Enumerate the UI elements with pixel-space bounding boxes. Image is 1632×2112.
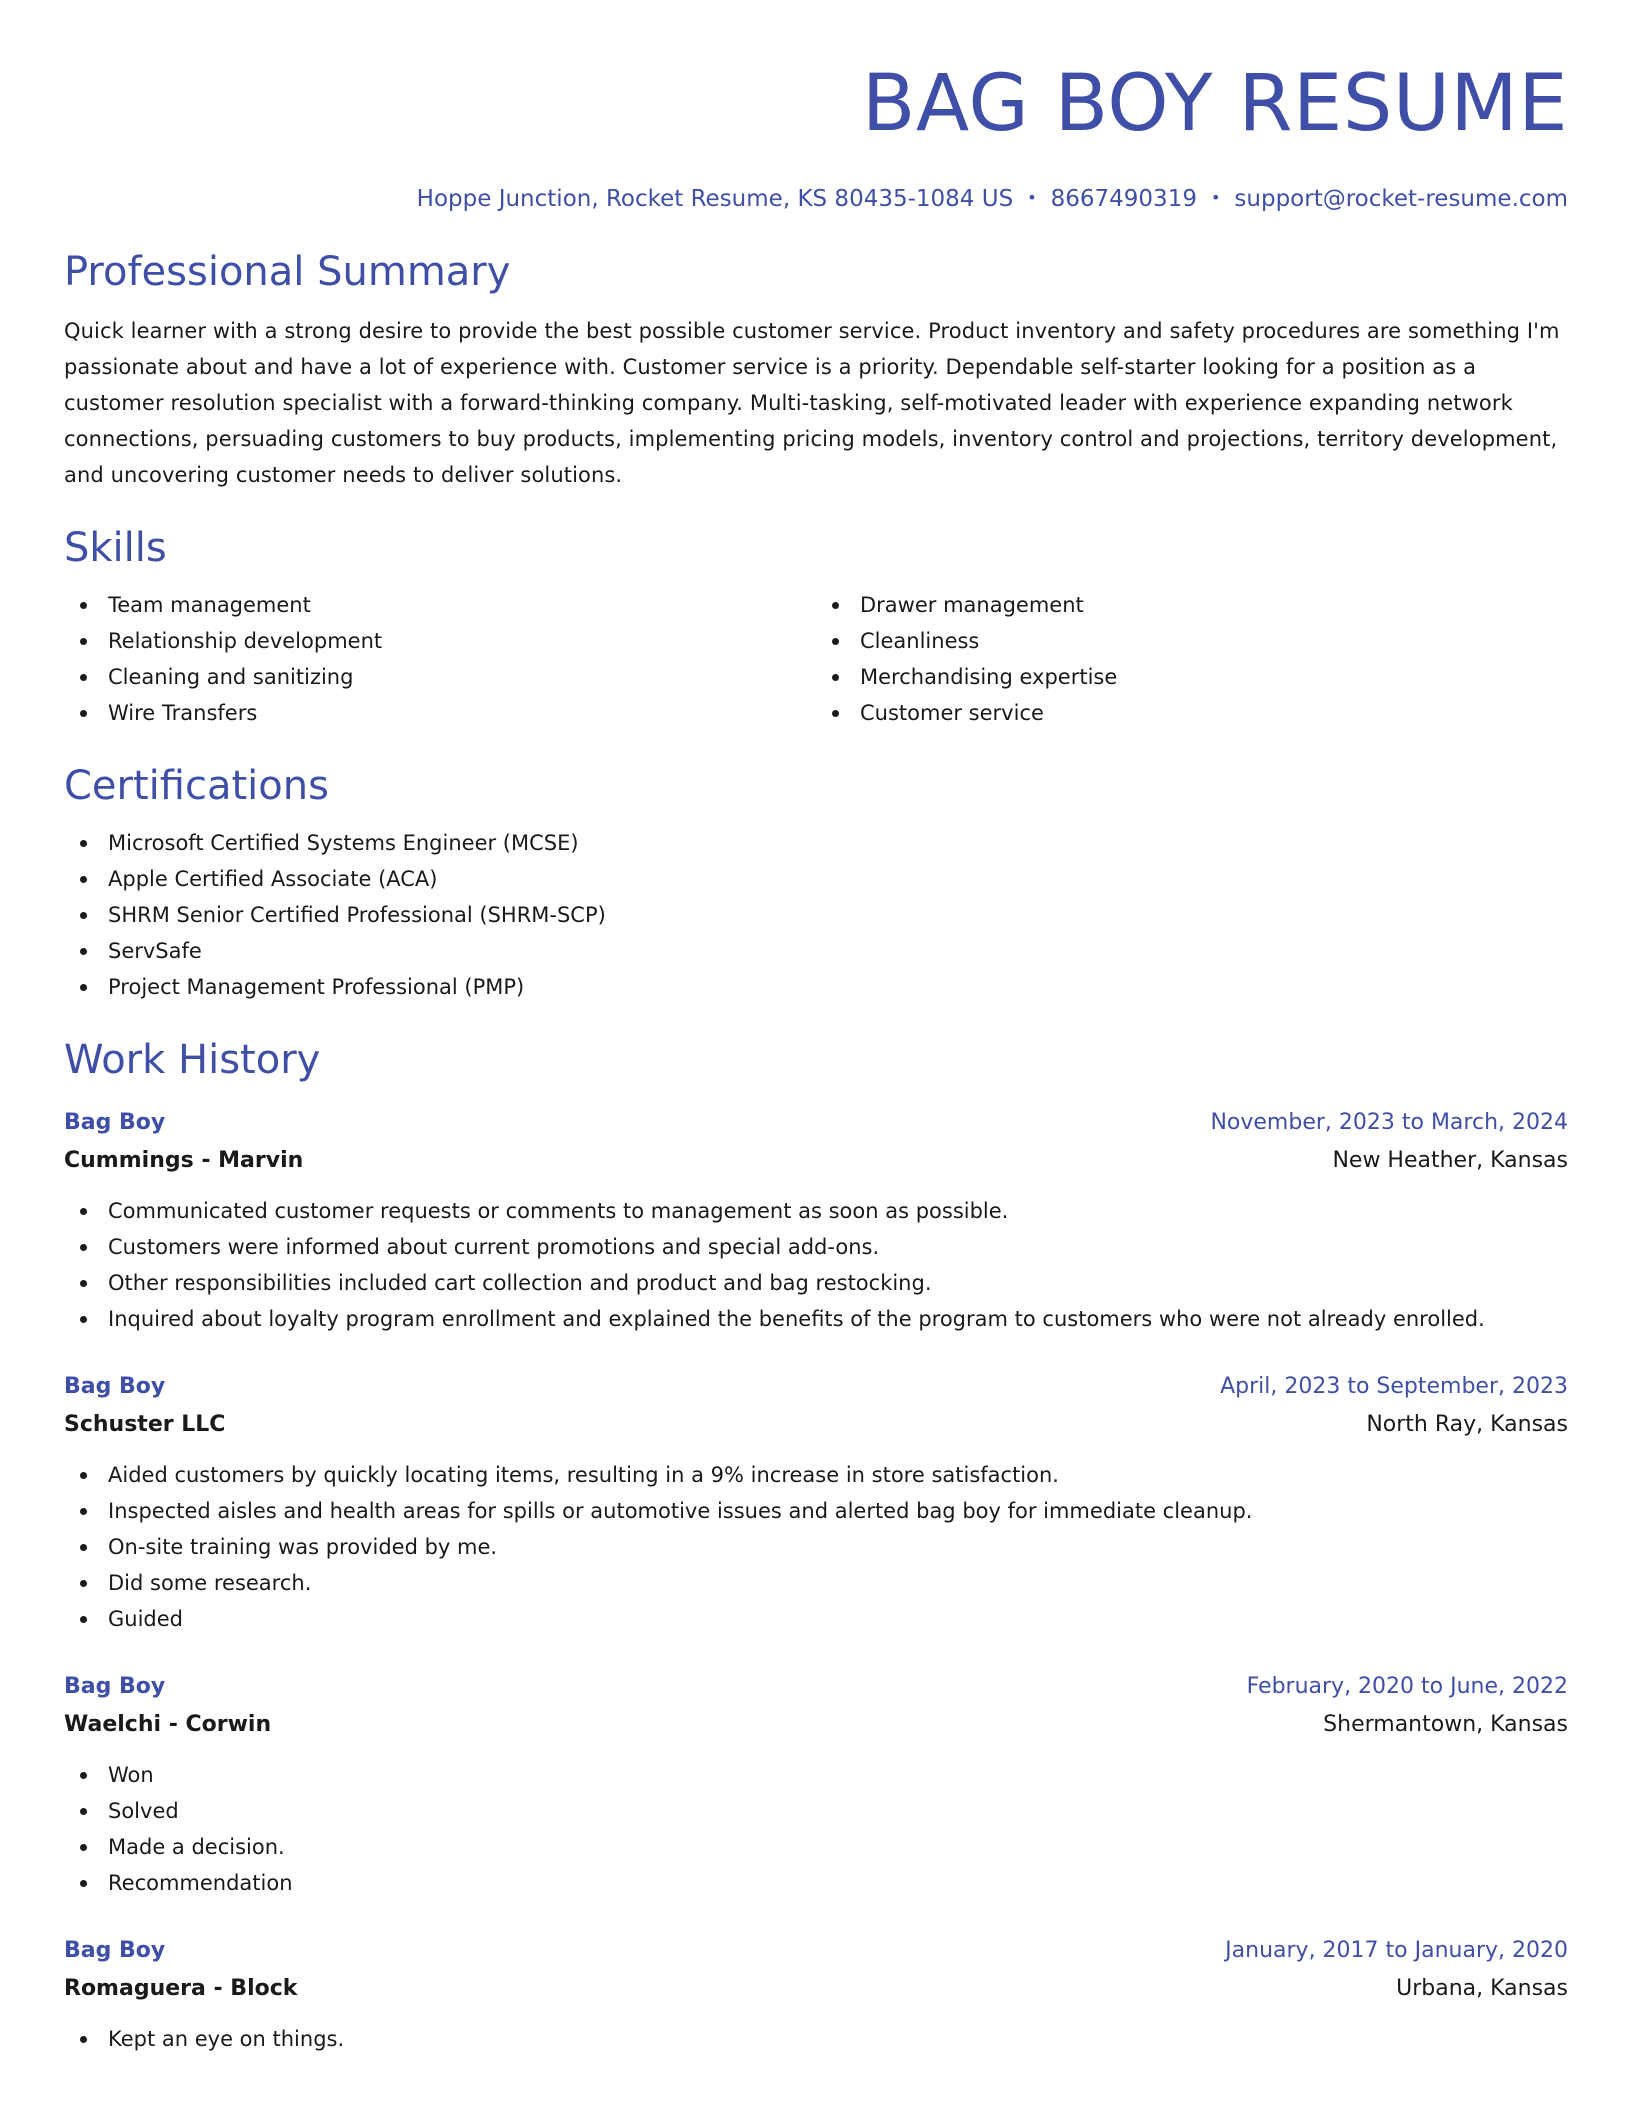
certification-item: Microsoft Certified Systems Engineer (MCSE)	[64, 825, 1568, 861]
job-bullet: Did some research.	[64, 1565, 1568, 1601]
professional-summary-section	[64, 245, 1568, 493]
job-company: Romaguera - Block	[64, 1975, 298, 2001]
job-entry	[64, 1369, 1568, 1637]
skills-column-left	[64, 587, 816, 731]
job-title: Bag Boy	[64, 1937, 166, 1963]
certification-item: ServSafe	[64, 933, 1568, 969]
job-entry	[64, 1669, 1568, 1901]
job-bullet: Won	[64, 1757, 1568, 1793]
job-dates: January, 2017 to January, 2020	[1225, 1937, 1568, 1963]
job-location: Shermantown, Kansas	[1323, 1711, 1568, 1737]
resume-header	[64, 56, 1568, 217]
certification-item: SHRM Senior Certified Professional (SHRM-SCP)	[64, 897, 1568, 933]
job-bullet: Aided customers by quickly locating items, resulting in a 9% increase in store satisfaction.	[64, 1457, 1568, 1493]
job-bullet: Solved	[64, 1793, 1568, 1829]
summary-text: Quick learner with a strong desire to provide the best possible customer service. Product inventory and safety procedures are something I'm passionate about and have a lot of experience with. Customer service is a priority. Dependable self-starter looking for a position as a customer resolution specialist with a forward-thinking company. Multi-tasking, self-motivated leader with experience expanding network connections, persuading customers to buy products, implementing pricing models, inventory control and projections, territory development, and uncovering customer needs to deliver solutions.	[64, 318, 1560, 487]
contact-separator: •	[1210, 187, 1221, 207]
job-bullet: Inspected aisles and health areas for spills or automotive issues and alerted bag boy for immediate cleanup.	[64, 1493, 1568, 1529]
job-title: Bag Boy	[64, 1109, 166, 1135]
section-title: Skills	[64, 524, 167, 571]
job-location: New Heather, Kansas	[1332, 1147, 1568, 1173]
job-bullet: Kept an eye on things.	[64, 2021, 1568, 2057]
job-bullet: On-site training was provided by me.	[64, 1529, 1568, 1565]
skills-column-right	[816, 587, 1568, 731]
job-dates: February, 2020 to June, 2022	[1246, 1673, 1568, 1699]
certification-item: Apple Certified Associate (ACA)	[64, 861, 1568, 897]
job-bullet: Recommendation	[64, 1865, 1568, 1901]
certification-item: Project Management Professional (PMP)	[64, 969, 1568, 1005]
job-bullet: Made a decision.	[64, 1829, 1568, 1865]
contact-phone: 8667490319	[1050, 186, 1197, 212]
section-title: Certifications	[64, 762, 329, 809]
section-title: Work History	[64, 1036, 321, 1083]
job-bullet: Other responsibilities included cart collection and product and bag restocking.	[64, 1265, 1568, 1301]
skill-item: Wire Transfers	[64, 695, 816, 731]
skill-item: Customer service	[816, 695, 1568, 731]
resume-title: BAG BOY RESUME	[861, 59, 1568, 149]
job-title: Bag Boy	[64, 1373, 166, 1399]
job-bullet: Customers were informed about current promotions and special add-ons.	[64, 1229, 1568, 1265]
job-company: Schuster LLC	[64, 1411, 226, 1437]
skill-item: Merchandising expertise	[816, 659, 1568, 695]
contact-separator: •	[1027, 187, 1037, 207]
job-dates: November, 2023 to March, 2024	[1210, 1109, 1568, 1135]
job-entry	[64, 1105, 1568, 1337]
skill-item: Cleanliness	[816, 623, 1568, 659]
skills-section	[64, 521, 1568, 731]
job-bullet: Communicated customer requests or comments to management as soon as possible.	[64, 1193, 1568, 1229]
job-location: North Ray, Kansas	[1366, 1411, 1568, 1437]
skill-item: Drawer management	[816, 587, 1568, 623]
job-company: Cummings - Marvin	[64, 1147, 304, 1173]
skills-grid	[64, 587, 1568, 731]
contact-address: Hoppe Junction, Rocket Resume, KS 80435-1084 US	[416, 186, 1014, 212]
job-entry	[64, 1933, 1568, 2057]
skill-item: Relationship development	[64, 623, 816, 659]
job-bullet: Inquired about loyalty program enrollment and explained the benefits of the program to customers who were not already enrolled.	[64, 1301, 1568, 1337]
work-history-section	[64, 1033, 1568, 2057]
contact-email[interactable]: support@rocket-resume.com	[1234, 186, 1568, 212]
skill-item: Cleaning and sanitizing	[64, 659, 816, 695]
job-title: Bag Boy	[64, 1673, 166, 1699]
section-title: Professional Summary	[64, 248, 511, 295]
contact-line	[64, 182, 1568, 217]
skill-item: Team management	[64, 587, 816, 623]
certifications-section	[64, 759, 1568, 1005]
job-dates: April, 2023 to September, 2023	[1220, 1373, 1568, 1399]
job-company: Waelchi - Corwin	[64, 1711, 272, 1737]
job-bullet: Guided	[64, 1601, 1568, 1637]
job-location: Urbana, Kansas	[1396, 1975, 1568, 2001]
